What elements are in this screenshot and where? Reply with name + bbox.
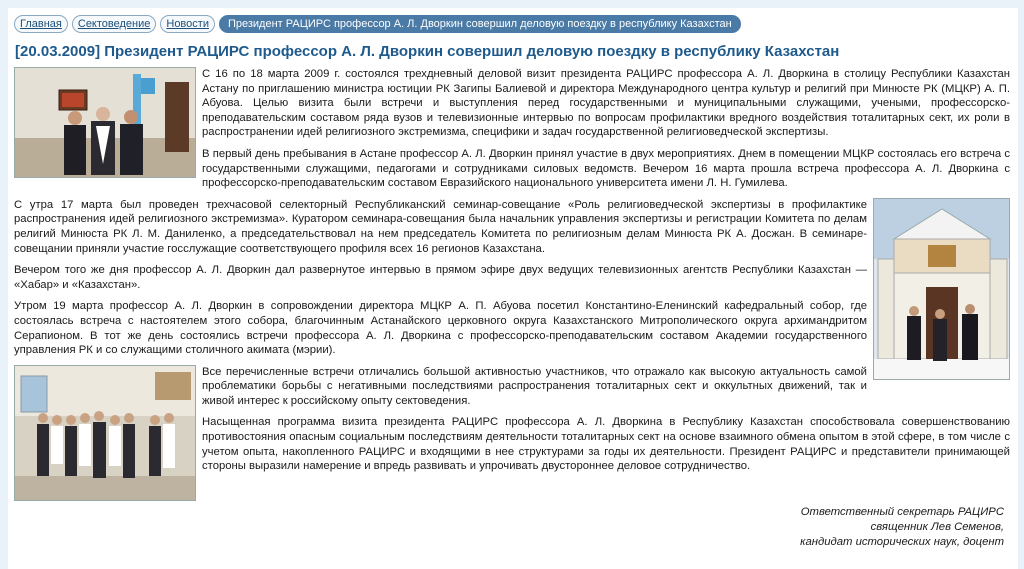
signature-name: священник Лев Семенов, [870,520,1004,533]
signature-degree: кандидат исторических наук, доцент [800,535,1004,548]
group-photo [14,365,196,501]
breadcrumb-home-link[interactable]: Главная [14,15,68,33]
paragraph-4: Вечером того же дня профессор А. Л. Дворкин дал развернутое интервью в прямом эфире двух ведущих телевизионных агентств Республики Казахстан — «Хабар» и «Казахстан». [14,264,867,291]
article-body [14,67,1010,550]
content-area [8,8,1018,569]
signature-position: Ответственный секретарь РАЦИРС [800,505,1004,518]
page-title: [20.03.2009] Президент РАЦИРС профессор А. Л. Дворкин совершил деловую поездку в республику Казахстан [15,43,840,60]
meeting-photo [14,67,196,178]
breadcrumb [14,14,1010,34]
paragraph-6: Все перечисленные встречи отличались большой активностью участников, что отражало как высокую актуальность самой проблематики борьбы с негативными последствиями распространения тоталитарных сект и оккультных движений, так и живой интерес к российскому опыту сектоведения. [202,365,867,407]
paragraph-3: С утра 17 марта был проведен трехчасовой селекторный Республиканский семинар-совещание «Роль религиоведческой экспертизы в профилактике распространения идей религиозного экстремизма». Куратором семинара-совещания была начальник управления экспертизы и регистрации Комитета по делам религий Минюста РК Л. М. Даниленко, а председательствовал на нем председатель Комитета по религиозным делам Минюста РК А. Досжан. В семинаре-совещании приняли участие госслужащие соответствующего профиля всех 16 регионов Казахстана. [14,198,867,255]
paragraph-7: Насыщенная программа визита президента РАЦИРС профессора А. Л. Дворкина в Республику Казахстан способствовала совершенствованию противостояния опасным социальным последствиям деятельности тоталитарных сект на основе взаимного обмена опытом в этой сфере, в том числе с учетом опыта, накопленного РАЦИРС и входящими в нее структурами за годы их деятельности. Президент РАЦИРС и представители принимающей стороны выразили намерение и впредь развивать и упрочивать двустороннее деловое сотрудничество. [202,416,1010,473]
paragraph-2: В первый день пребывания в Астане профессор А. Л. Дворкин принял участие в двух мероприятиях. Днем в помещении МЦКР состоялась его встреча с государственными служащими, педагогами и сотрудниками силовых ведомств. Вечером 16 марта прошла встреча профессора А. Л. Дворкина с профессорско-преподавательским составом Евразийского национального университета имени Л. Н. Гумилева. [202,147,1010,190]
paragraph-5: Утром 19 марта профессор А. Л. Дворкин в сопровождении директора МЦКР А. П. Абуова посетил Константино-Еленинский кафедральный собор, где состоялась встреча с настоятелем этого собора, благочинным Астанайского церковного округа Казахстанского Митрополического округа архимандритом Серапионом. В тот же день состоялись встречи профессора А. Л. Дворкина с профессорско-преподавательским составом Академии государственного управления РК и со служащими столичного акимата (мэрии). [14,300,867,357]
breadcrumb-news-link[interactable]: Новости [160,15,215,33]
cathedral-photo [873,198,1010,380]
paragraph-1: С 16 по 18 марта 2009 г. состоялся трехдневный деловой визит президента РАЦИРС профессора А. Л. Дворкина в столицу Республики Казахстан Астану по приглашению министра юстиции РК Загипы Балиевой и директора Международного центра культур и религий при Минюсте РК (МЦКР) А. П. Абуова. Целью визита были встречи и выступления перед государственными и муниципальными служащими, учеными, профессорско-преподавательским составом ряда вузов и телевизионные интервью по вопросам профилактики вредного воздействия тоталитарных сект, их роли в распространении идей религиозного экстремизма, специфики и задач государственной религиоведческой экспертизы. [202,68,1010,139]
breadcrumb-current: Президент РАЦИРС профессор А. Л. Дворкин совершил деловую поездку в республику Казахстан [219,15,741,33]
signature [14,505,1010,550]
breadcrumb-sectology-link[interactable]: Сектоведение [72,15,157,33]
